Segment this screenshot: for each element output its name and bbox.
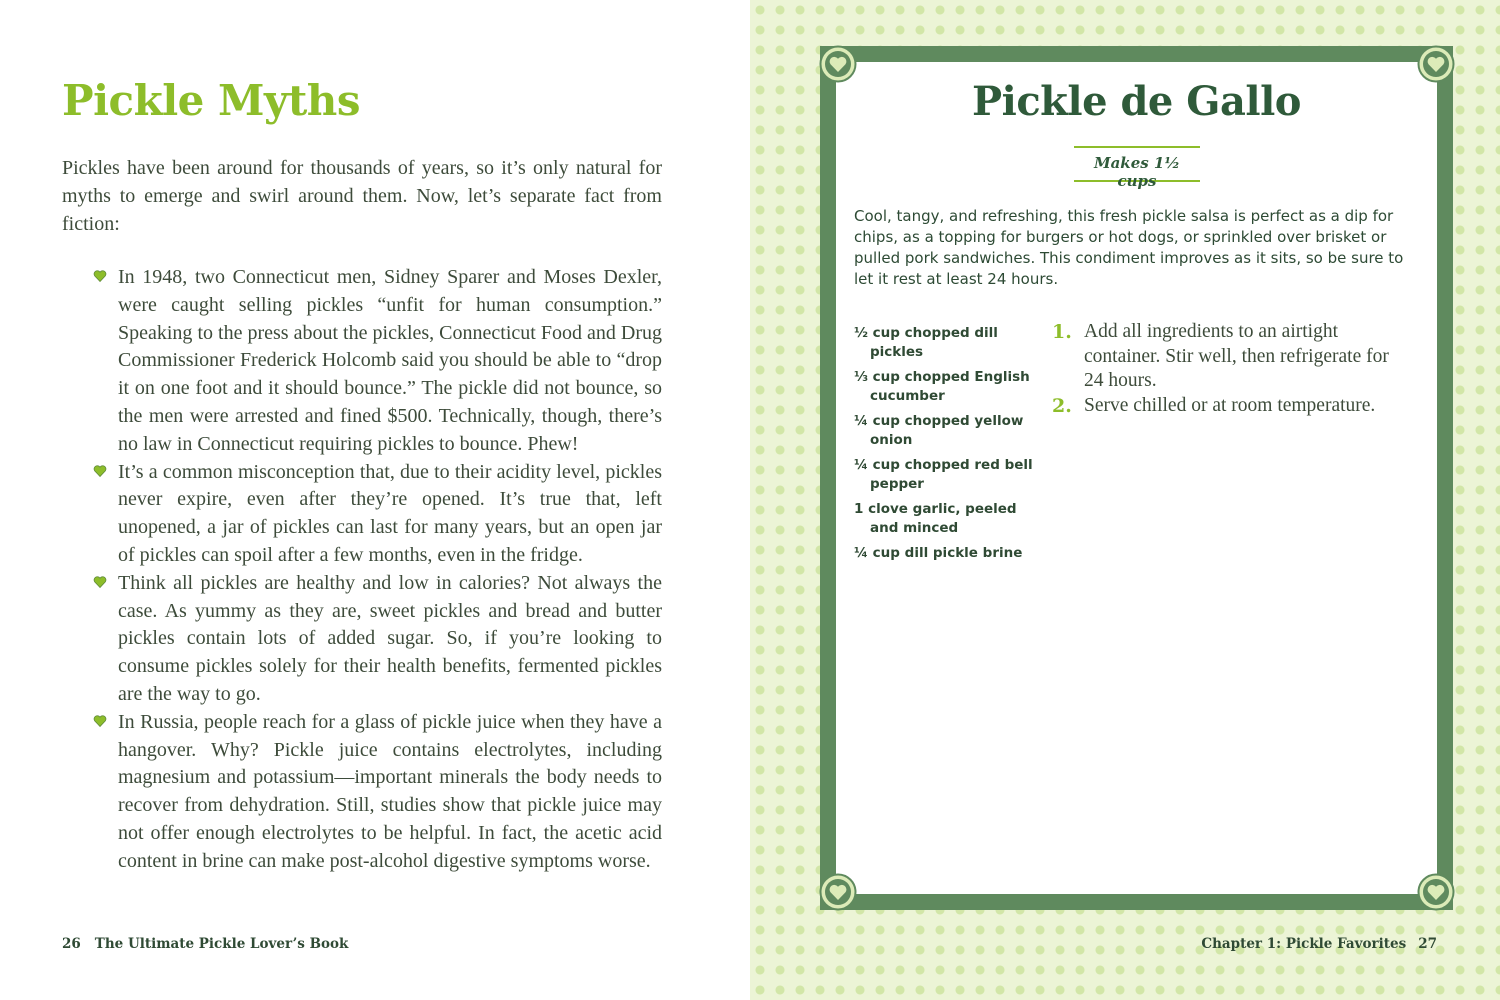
myth-text: In Russia, people reach for a glass of pickle juice when they have a hangover. Why? Pickle juice contains electrolytes, including magnesium and potassium—important minerals the body needs to recover from dehydration. Still, studies show that pickle juice may not offer enough electrolytes to be helpful. In fact, the acetic acid content in brine can make post-alcohol digestive symptoms worse. — [118, 710, 662, 872]
step-number: 2. — [1052, 394, 1072, 417]
recipe-intro: Cool, tangy, and refreshing, this fresh pickle salsa is perfect as a dip for chips, as a topping for burgers or hot dogs, or sprinkled over brisket or pulled pork sandwiches. This condiment improves as it sits, so be sure to let it rest at least 24 hours. — [854, 207, 1404, 288]
recipe-title: Pickle de Gallo — [972, 78, 1301, 125]
heart-icon — [819, 873, 857, 911]
ingredient-item: ¼ cup chopped yellow onion — [854, 413, 1024, 448]
intro-paragraph: Pickles have been around for thousands of years, so it’s only natural for myths to emerge and swirl around them. Now, let’s separate fact from fiction: — [62, 157, 662, 235]
page-number: 27 — [1418, 936, 1437, 952]
chapter-title: Chapter 1: Pickle Favorites — [1201, 936, 1407, 952]
myth-text: In 1948, two Connecticut men, Sidney Sparer and Moses Dexler, were caught selling pickles “unfit for human consumption.” Speaking to the press about the pickles, Connecticut Food and Drug Commissioner Frederick Holcomb said you should be able to “drop it on one foot and it should bounce.” The pickle did not bounce, so the men were arrested and fined $500. Technically, though, there’s no law in Connecticut requiring pickles to bounce. Phew! — [118, 266, 662, 455]
recipe-yield: Makes 1½ cups — [1093, 154, 1180, 190]
step-item — [1052, 320, 1412, 394]
step-text: Add all ingredients to an airtight container. Stir well, then refrigerate for 24 hours. — [1084, 321, 1389, 391]
ingredient-item: ¼ cup chopped red bell pepper — [854, 457, 1033, 492]
right-folio — [1201, 936, 1437, 952]
book-title: The Ultimate Pickle Lover’s Book — [94, 936, 349, 952]
ingredient-item: ½ cup chopped dill pickles — [854, 325, 998, 360]
page-title: Pickle Myths — [62, 76, 360, 125]
ingredient-item: ⅓ cup chopped English cucumber — [854, 369, 1030, 404]
yield-box — [1074, 146, 1200, 190]
step-number: 1. — [1052, 321, 1072, 343]
myth-list — [90, 264, 662, 876]
myth-text: It’s a common misconception that, due to their acidity level, pickles never expire, even after they’re opened. It’s true that, left unopened, a jar of pickles can last for many years, but an open jar of pickles can spoil after a few months, even in the fridge. — [118, 460, 662, 566]
step-list — [1052, 320, 1412, 418]
step-item — [1052, 394, 1412, 419]
left-folio — [62, 936, 348, 952]
ingredient-item: ¼ cup dill pickle brine — [854, 545, 1023, 561]
ingredient-item: 1 clove garlic, peeled and minced — [854, 501, 1017, 536]
myth-text: Think all pickles are healthy and low in calories? Not always the case. As yummy as they are, sweet pickles and bread and butter pickles contain lots of added sugar. So, if you’re looking to consume pickles solely for their health benefits, fermented pickles are the way to go. — [118, 571, 662, 705]
heart-icon — [1417, 873, 1455, 911]
heart-icon — [93, 269, 107, 283]
heart-icon — [93, 464, 107, 478]
list-item — [90, 264, 662, 459]
step-text: Serve chilled or at room temperature. — [1084, 394, 1376, 416]
list-item — [90, 570, 662, 709]
list-item — [90, 459, 662, 570]
heart-icon — [93, 575, 107, 589]
list-item — [90, 709, 662, 876]
heart-icon — [93, 714, 107, 728]
ingredient-list — [854, 324, 1034, 569]
page-number: 26 — [62, 936, 81, 952]
